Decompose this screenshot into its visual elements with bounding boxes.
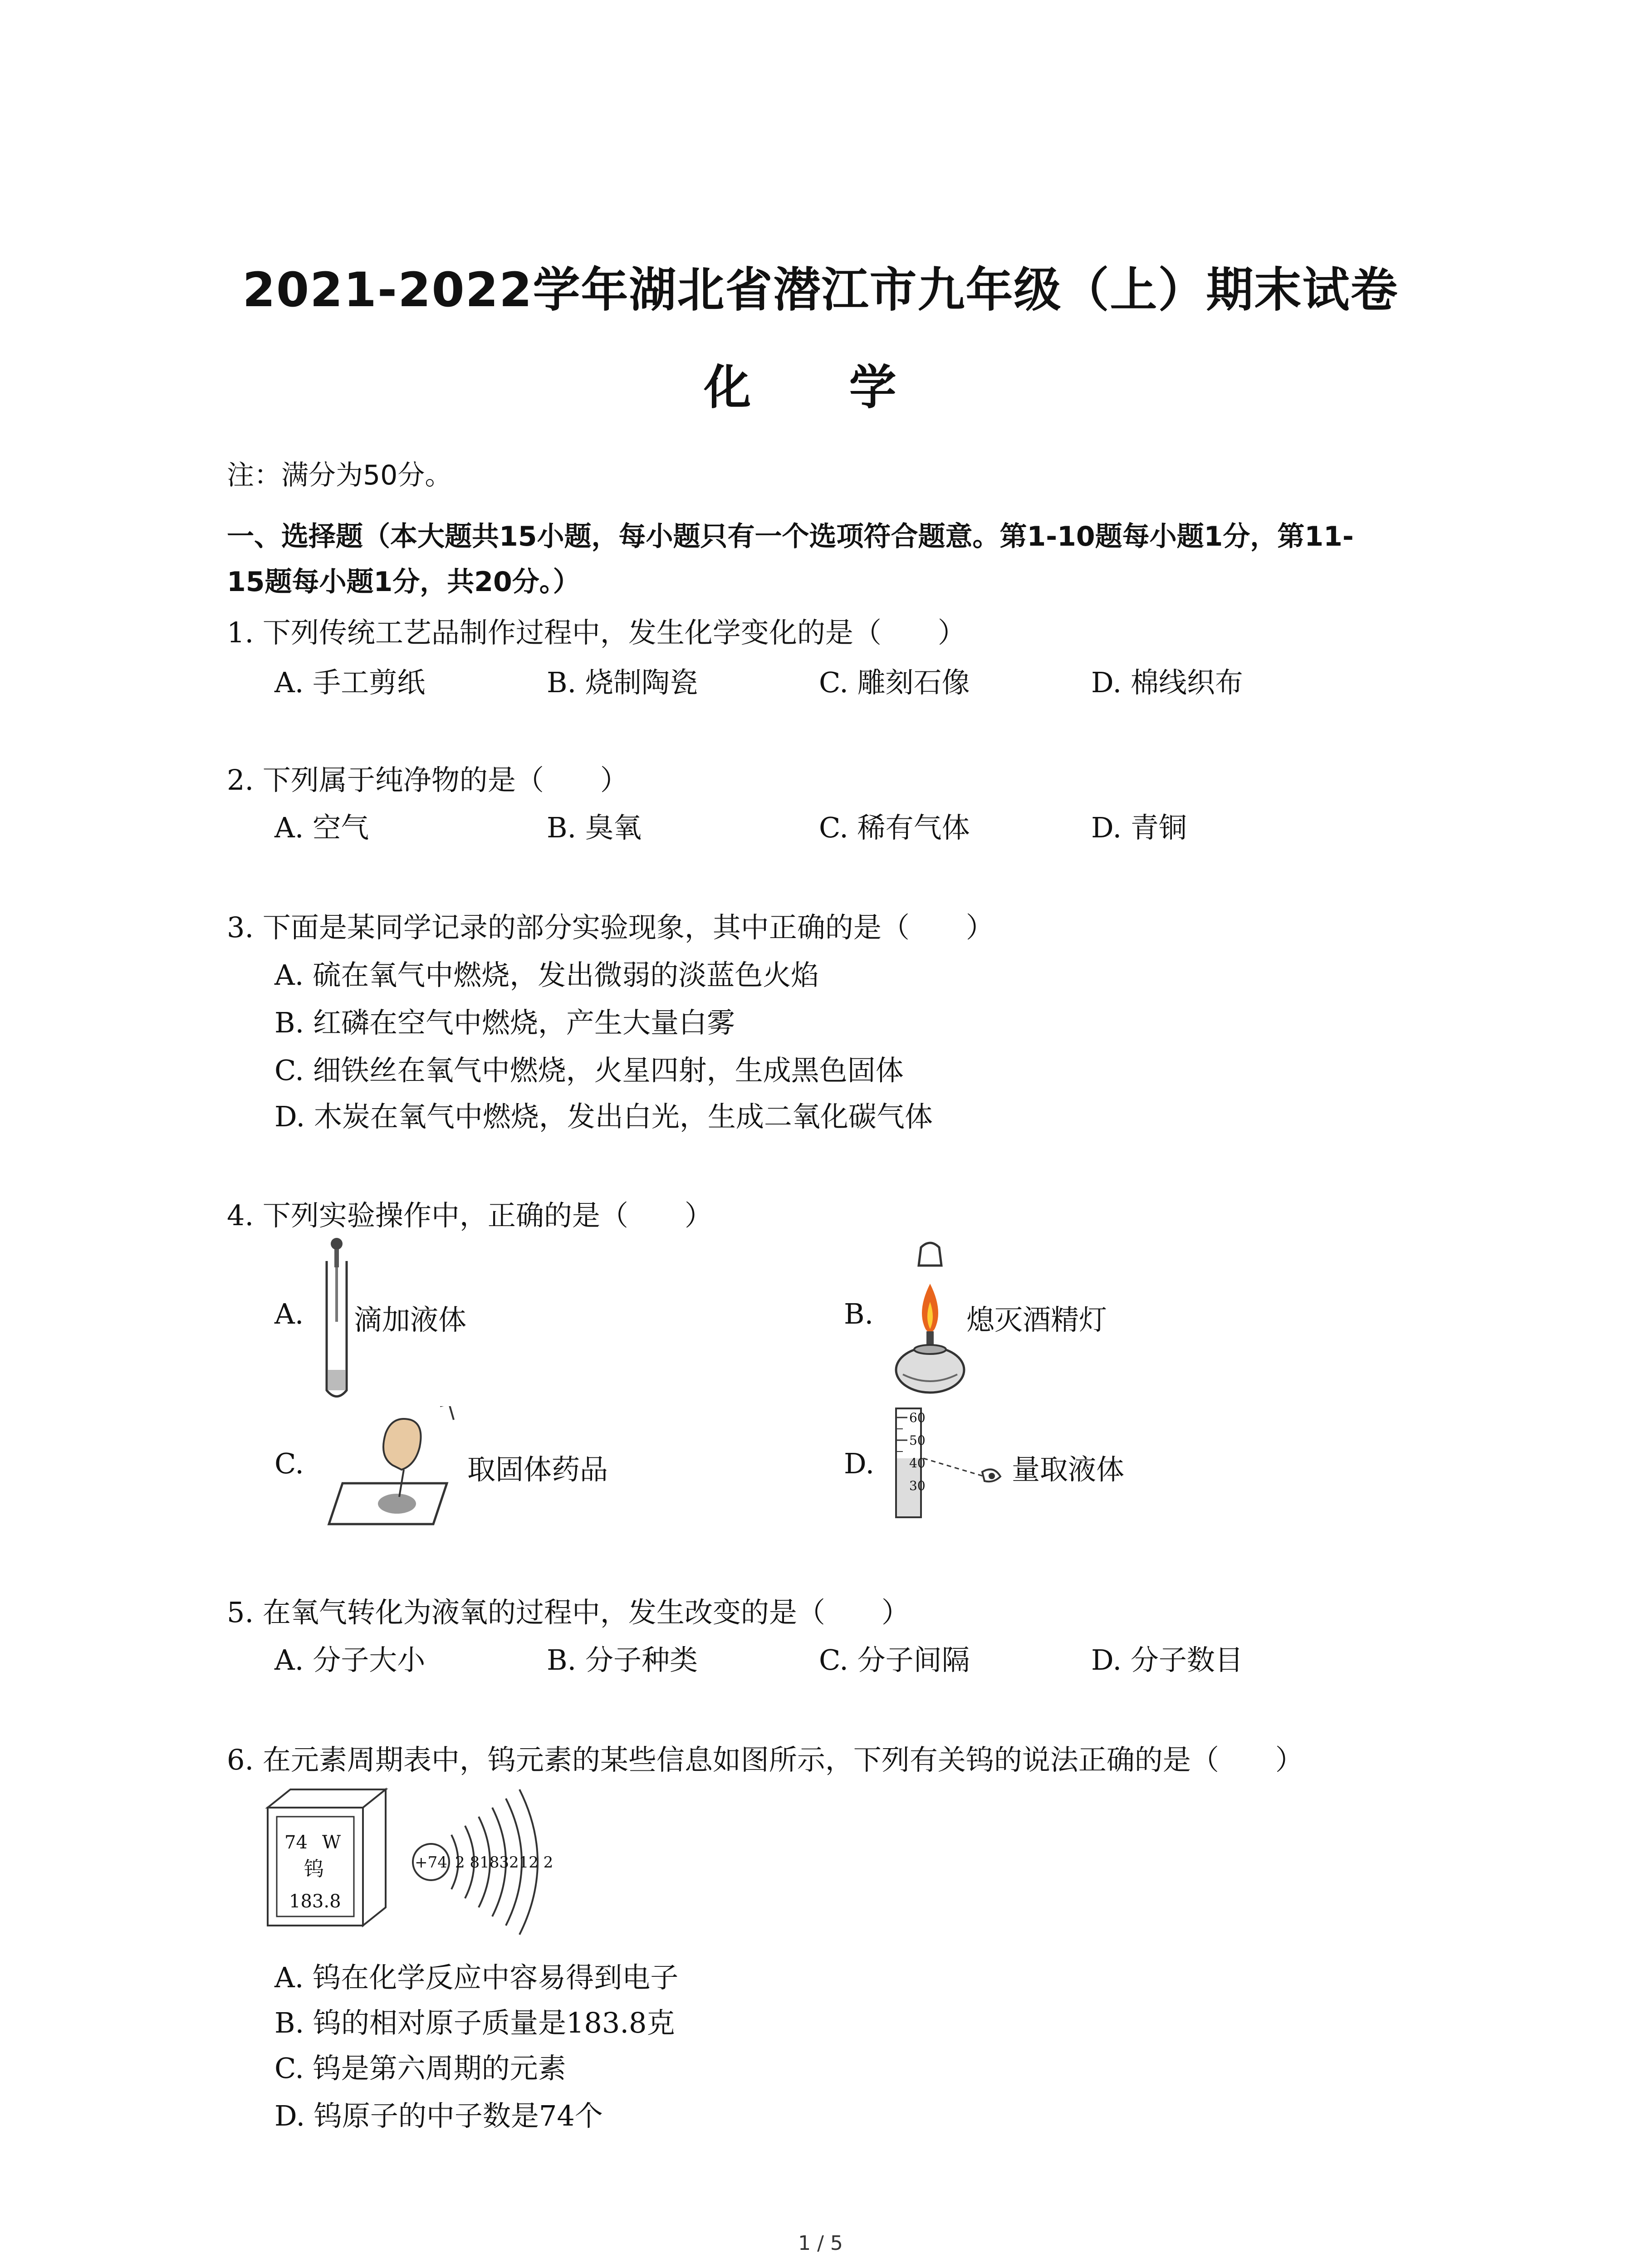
cylinder-tick-60: 60 (909, 1410, 926, 1425)
cylinder-tick-30: 30 (909, 1478, 926, 1493)
alcohol-lamp-illustration (885, 1238, 975, 1402)
question-6-option-c: C. 钨是第六周期的元素 (274, 2052, 566, 2085)
question-2-option-b: B. 臭氧 (547, 811, 642, 844)
question-3-option-d: D. 木炭在氧气中燃烧，发出白光，生成二氧化碳气体 (274, 1100, 933, 1133)
question-5-stem: 5. 在氧气转化为液氧的过程中，发生改变的是（ ） (227, 1596, 910, 1629)
question-5-option-d: D. 分子数目 (1091, 1643, 1243, 1677)
question-2-option-c: C. 稀有气体 (819, 811, 970, 844)
question-6-option-b: B. 钨的相对原子质量是183.8克 (274, 2006, 675, 2039)
question-1-option-b: B. 烧制陶瓷 (547, 666, 698, 699)
question-2-stem: 2. 下列属于纯净物的是（ ） (227, 763, 628, 797)
question-3-option-c: C. 细铁丝在氧气中燃烧，火星四射，生成黑色固体 (274, 1054, 904, 1087)
question-6-stem: 6. 在元素周期表中，钨元素的某些信息如图所示，下列有关钨的说法正确的是（ ） (227, 1743, 1303, 1776)
question-1-option-d: D. 棉线织布 (1091, 666, 1243, 699)
question-1-option-a: A. 手工剪纸 (274, 666, 426, 699)
question-4-option-d: D. (844, 1447, 875, 1480)
question-3-option-b: B. 红磷在空气中燃烧，产生大量白雾 (274, 1006, 735, 1039)
question-1-option-c: C. 雕刻石像 (819, 666, 970, 699)
graduated-cylinder-illustration (889, 1404, 1007, 1522)
section-heading-line2: 15题每小题1分，共20分。） (227, 566, 580, 598)
atomic-structure-diagram (413, 1789, 553, 1935)
section-heading-line1: 一、选择题（本大题共15小题，每小题只有一个选项符合题意。第1-10题每小题1分，第11- (227, 521, 1354, 552)
cylinder-tick-40: 40 (909, 1456, 926, 1471)
question-4-option-b: B. (844, 1297, 874, 1330)
question-1-stem: 1. 下列传统工艺品制作过程中，发生化学变化的是（ ） (227, 616, 966, 649)
question-3-stem: 3. 下面是某同学记录的部分实验现象，其中正确的是（ ） (227, 911, 994, 944)
element-card (268, 1789, 386, 1926)
question-6-option-d: D. 钨原子的中子数是74个 (274, 2099, 603, 2132)
question-4-option-c: C. (274, 1447, 304, 1480)
question-5-option-b: B. 分子种类 (547, 1643, 698, 1677)
nucleus-charge: +74 (415, 1853, 447, 1872)
question-2-option-d: D. 青铜 (1091, 811, 1187, 844)
element-name: 钨 (304, 1857, 324, 1881)
question-5-option-c: C. 分子间隔 (819, 1643, 970, 1677)
caption-extinguish-lamp: 熄灭酒精灯 (966, 1303, 1107, 1336)
subject-title: 化 学 (704, 360, 937, 415)
element-symbol: W (322, 1832, 341, 1853)
caption-measure-liquid: 量取液体 (1012, 1453, 1125, 1486)
element-atomic-number: 74 (284, 1832, 308, 1853)
cylinder-tick-50: 50 (909, 1433, 926, 1448)
page-title: 2021-2022学年湖北省潜江市九年级（上）期末试卷 (242, 262, 1399, 318)
question-5-option-a: A. 分子大小 (274, 1643, 426, 1677)
page-number: 1 / 5 (798, 2232, 843, 2255)
question-2-option-a: A. 空气 (274, 811, 369, 844)
score-note: 注：满分为50分。 (227, 459, 452, 491)
question-3-option-a: A. 硫在氧气中燃烧，发出微弱的淡蓝色火焰 (274, 958, 819, 992)
solid-reagent-illustration (324, 1406, 460, 1531)
question-4-option-a: A. (274, 1297, 304, 1330)
caption-take-solid: 取固体药品 (467, 1453, 608, 1486)
tungsten-element-figure (261, 1785, 569, 1941)
dropper-test-tube-illustration (313, 1234, 358, 1404)
caption-drip-liquid: 滴加液体 (354, 1303, 467, 1336)
electron-shell-counts: 2 8183212 2 (455, 1853, 554, 1872)
element-mass: 183.8 (289, 1891, 341, 1912)
question-6-option-a: A. 钨在化学反应中容易得到电子 (274, 1961, 679, 1994)
question-4-stem: 4. 下列实验操作中，正确的是（ ） (227, 1199, 713, 1232)
